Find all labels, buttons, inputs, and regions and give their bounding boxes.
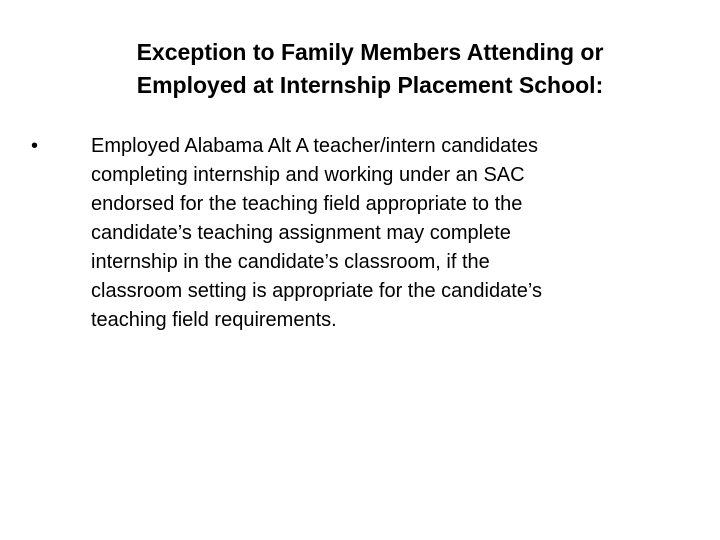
bullet-text-line: Employed Alabama Alt A teacher/intern candidates: [91, 135, 538, 157]
bullet-text-line: candidate’s teaching assignment may complete: [91, 222, 511, 244]
bullet-text-line: endorsed for the teaching field appropriate to the: [91, 193, 523, 215]
bullet-text-line: classroom setting is appropriate for the candidate’s: [91, 280, 542, 302]
bullet-text-line: teaching field requirements.: [91, 309, 337, 331]
bullet-text: [91, 132, 691, 335]
bullet-dot-icon: •: [31, 135, 39, 157]
slide-title: [60, 36, 680, 102]
bullet-text-line: internship in the candidate’s classroom, if the: [91, 251, 490, 273]
slide-title-line: Employed at Internship Placement School:: [136, 72, 604, 98]
slide-title-line: Exception to Family Members Attending or: [136, 39, 604, 65]
bullet-text-line: completing internship and working under an SAC: [91, 164, 525, 186]
